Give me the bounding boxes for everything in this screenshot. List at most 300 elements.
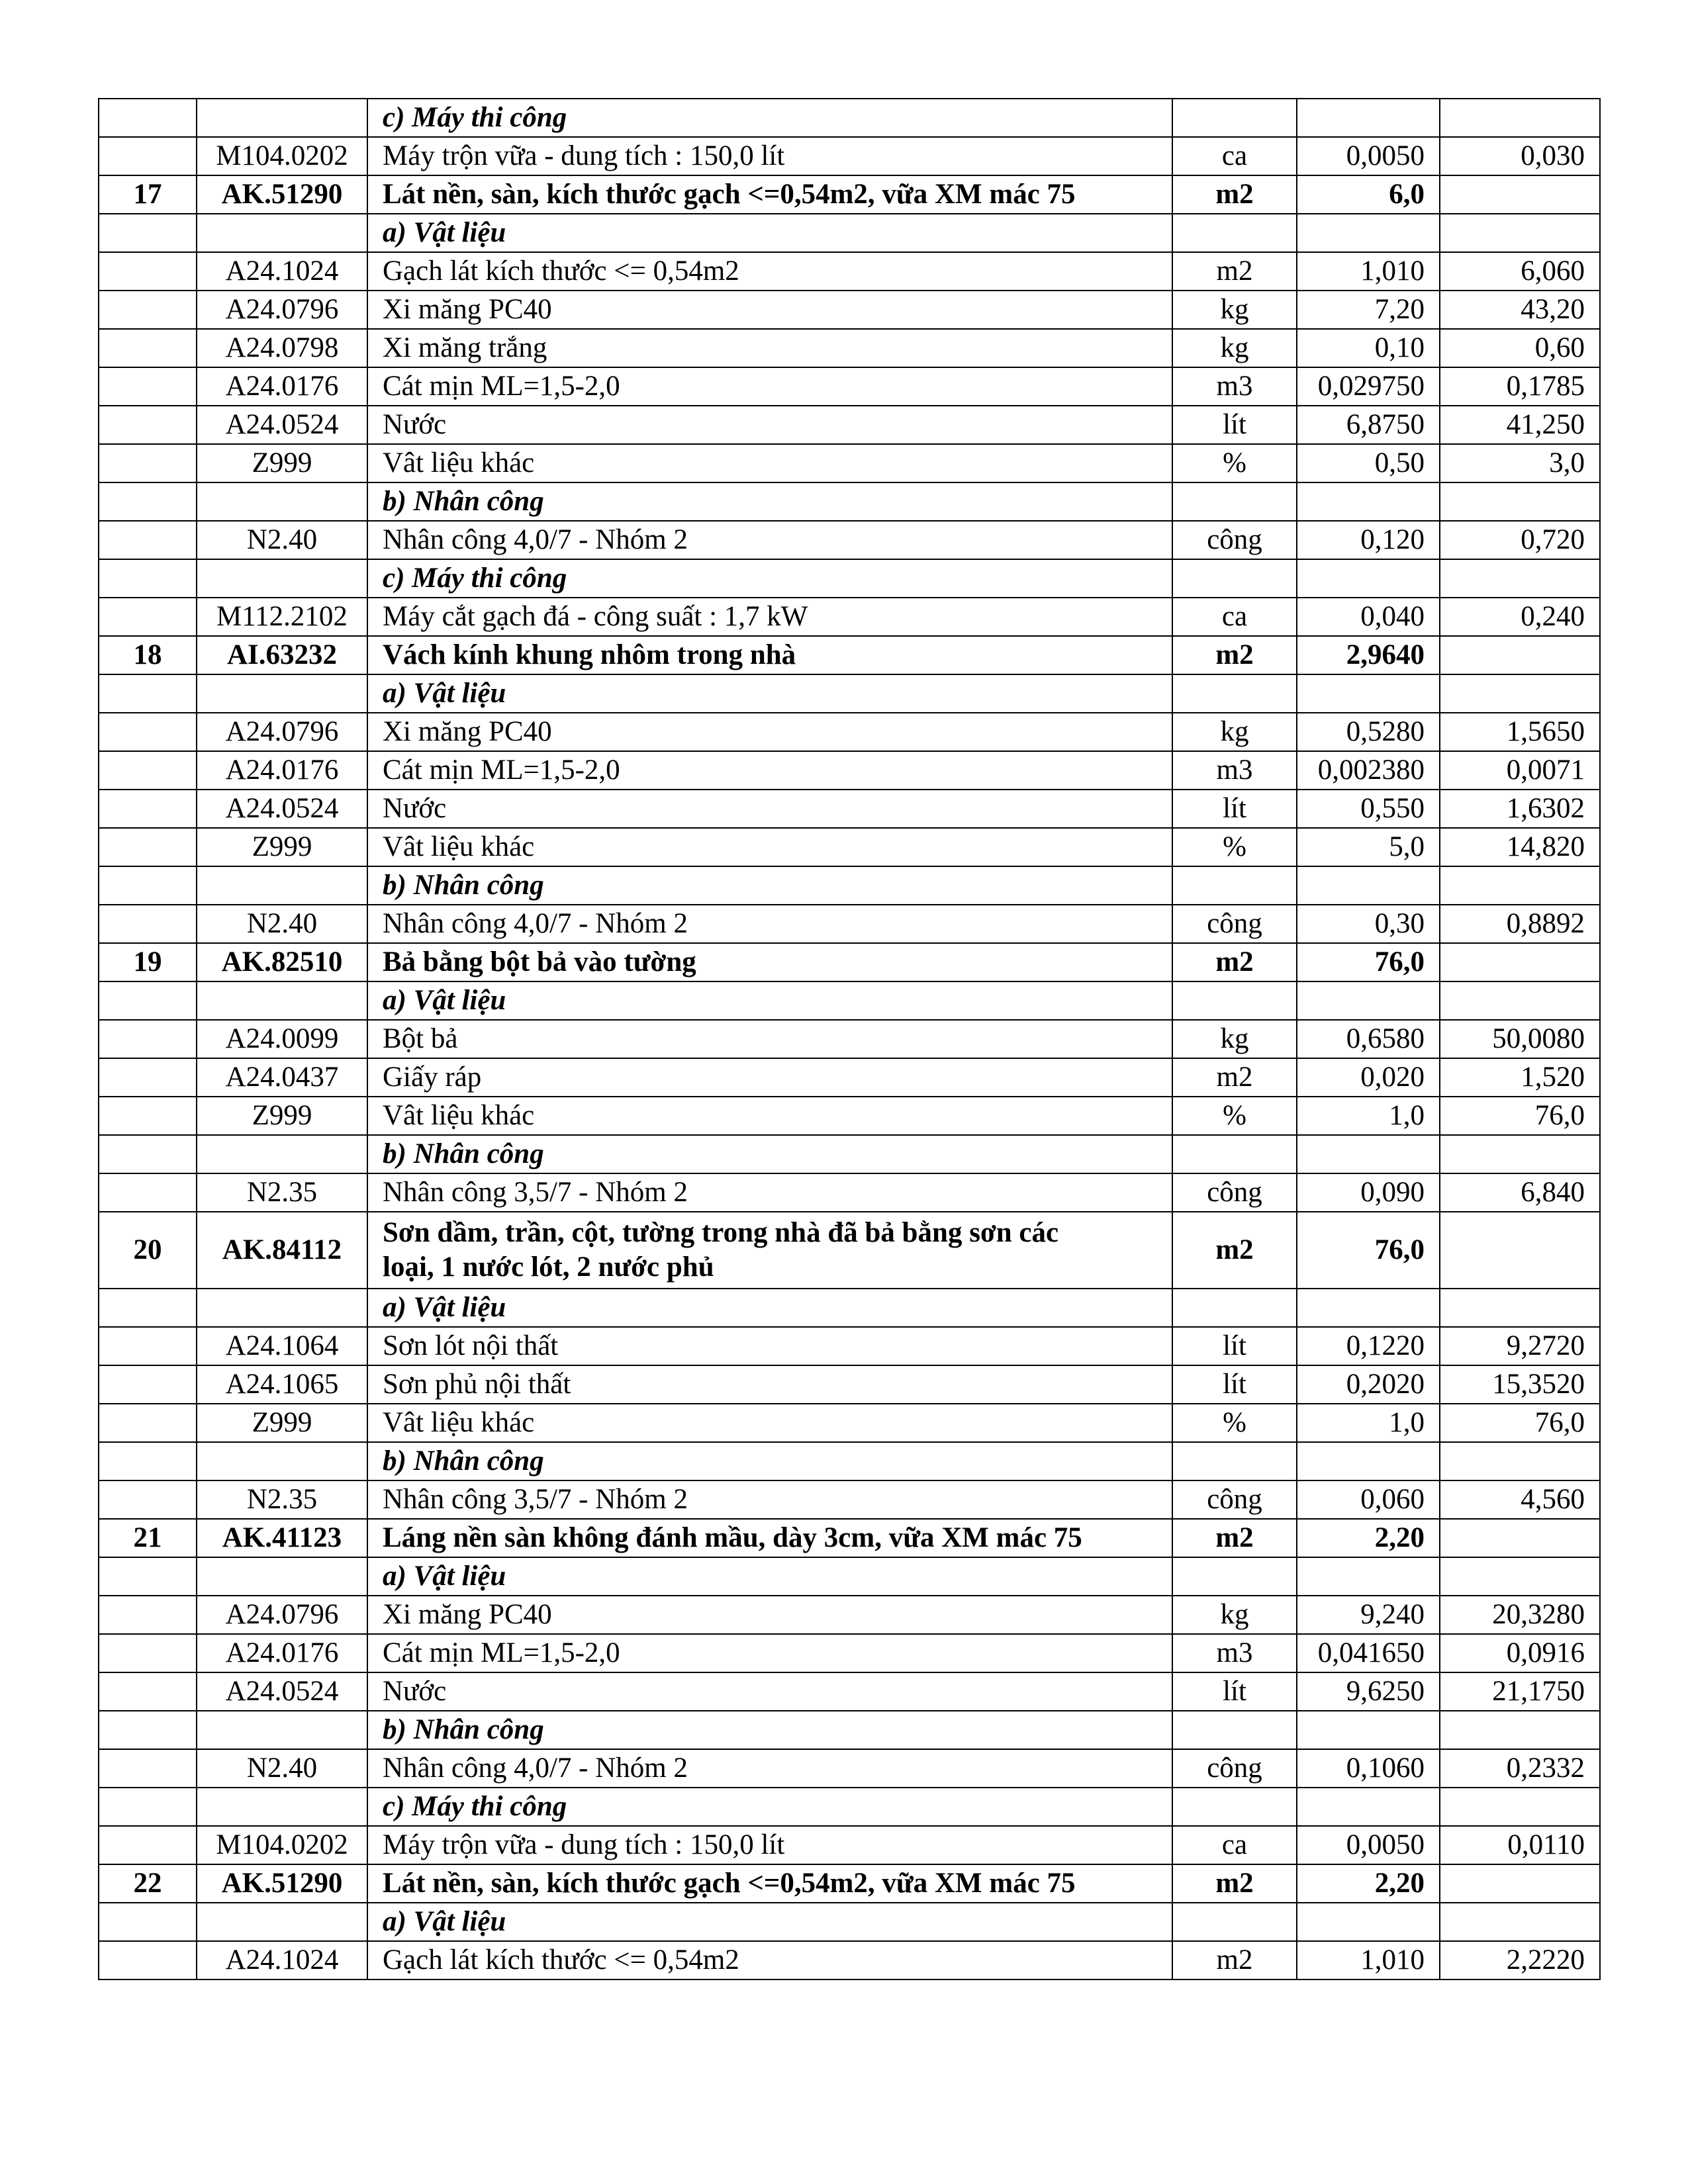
- description-cell: Nhân công 4,0/7 - Nhóm 2: [367, 905, 1172, 943]
- stt-cell: [99, 828, 197, 866]
- description-cell: Xi măng PC40: [367, 1596, 1172, 1634]
- code-cell: A24.0796: [197, 713, 367, 751]
- norm-cell: 0,2020: [1297, 1365, 1440, 1404]
- norm-cell: 9,240: [1297, 1596, 1440, 1634]
- table-row: [99, 521, 1600, 559]
- quantity-cell: [1440, 943, 1600, 981]
- norm-cell: 0,6580: [1297, 1020, 1440, 1058]
- norm-cell: 0,1220: [1297, 1327, 1440, 1365]
- quantity-cell: 2,2220: [1440, 1941, 1600, 1979]
- section-header-row: [99, 1289, 1600, 1327]
- description-cell: a) Vật liệu: [367, 214, 1172, 252]
- code-cell: A24.0099: [197, 1020, 367, 1058]
- description-cell: a) Vật liệu: [367, 674, 1172, 713]
- unit-cell: ca: [1172, 598, 1297, 636]
- norm-cell: 1,0: [1297, 1404, 1440, 1442]
- unit-cell: [1172, 674, 1297, 713]
- estimate-table: [98, 98, 1601, 1980]
- task-row: [99, 943, 1600, 981]
- table-row: [99, 1173, 1600, 1212]
- stt-cell: [99, 674, 197, 713]
- stt-cell: [99, 790, 197, 828]
- stt-cell: [99, 1135, 197, 1173]
- unit-cell: m2: [1172, 175, 1297, 214]
- norm-cell: [1297, 1442, 1440, 1480]
- description-cell: Xi măng PC40: [367, 291, 1172, 329]
- quantity-cell: 3,0: [1440, 444, 1600, 482]
- code-cell: [197, 981, 367, 1020]
- description-cell: Nhân công 4,0/7 - Nhóm 2: [367, 521, 1172, 559]
- norm-cell: 9,6250: [1297, 1672, 1440, 1711]
- quantity-cell: 0,030: [1440, 137, 1600, 175]
- stt-cell: 20: [99, 1212, 197, 1289]
- unit-cell: m2: [1172, 252, 1297, 291]
- table-row: [99, 367, 1600, 406]
- code-cell: N2.35: [197, 1173, 367, 1212]
- quantity-cell: [1440, 1711, 1600, 1749]
- unit-cell: m3: [1172, 751, 1297, 790]
- section-header-row: [99, 559, 1600, 598]
- unit-cell: công: [1172, 1749, 1297, 1788]
- norm-cell: 6,0: [1297, 175, 1440, 214]
- stt-cell: [99, 1289, 197, 1327]
- quantity-cell: 0,2332: [1440, 1749, 1600, 1788]
- unit-cell: [1172, 214, 1297, 252]
- task-row: [99, 636, 1600, 674]
- unit-cell: kg: [1172, 329, 1297, 367]
- code-cell: [197, 1442, 367, 1480]
- section-header-row: [99, 214, 1600, 252]
- description-cell: Xi măng trắng: [367, 329, 1172, 367]
- norm-cell: 0,120: [1297, 521, 1440, 559]
- norm-cell: 0,1060: [1297, 1749, 1440, 1788]
- norm-cell: 0,090: [1297, 1173, 1440, 1212]
- code-cell: N2.35: [197, 1480, 367, 1519]
- table-row: [99, 252, 1600, 291]
- code-cell: [197, 482, 367, 521]
- description-cell: Vât liệu khác: [367, 444, 1172, 482]
- stt-cell: [99, 214, 197, 252]
- norm-cell: [1297, 1711, 1440, 1749]
- description-cell: a) Vật liệu: [367, 1289, 1172, 1327]
- quantity-cell: 0,720: [1440, 521, 1600, 559]
- code-cell: AK.41123: [197, 1519, 367, 1557]
- table-row: [99, 1634, 1600, 1672]
- norm-cell: 0,029750: [1297, 367, 1440, 406]
- table-row: [99, 329, 1600, 367]
- norm-cell: [1297, 981, 1440, 1020]
- code-cell: A24.1024: [197, 1941, 367, 1979]
- code-cell: N2.40: [197, 1749, 367, 1788]
- quantity-cell: 21,1750: [1440, 1672, 1600, 1711]
- code-cell: [197, 99, 367, 137]
- description-cell: Cát mịn ML=1,5-2,0: [367, 367, 1172, 406]
- unit-cell: lít: [1172, 1327, 1297, 1365]
- code-cell: AK.51290: [197, 175, 367, 214]
- description-line: Sơn dầm, trần, cột, tường trong nhà đã bả bằng sơn các: [383, 1217, 1059, 1248]
- table-row: [99, 1749, 1600, 1788]
- table-row: [99, 1826, 1600, 1864]
- stt-cell: [99, 521, 197, 559]
- code-cell: [197, 214, 367, 252]
- stt-cell: [99, 367, 197, 406]
- unit-cell: %: [1172, 1097, 1297, 1135]
- norm-cell: [1297, 674, 1440, 713]
- quantity-cell: 1,5650: [1440, 713, 1600, 751]
- unit-cell: kg: [1172, 713, 1297, 751]
- stt-cell: [99, 1327, 197, 1365]
- norm-cell: [1297, 559, 1440, 598]
- unit-cell: công: [1172, 1173, 1297, 1212]
- description-cell: Máy trộn vữa - dung tích : 150,0 lít: [367, 1826, 1172, 1864]
- unit-cell: công: [1172, 521, 1297, 559]
- unit-cell: [1172, 99, 1297, 137]
- stt-cell: 22: [99, 1864, 197, 1903]
- norm-cell: [1297, 1289, 1440, 1327]
- description-cell: Lát nền, sàn, kích thước gạch <=0,54m2, vữa XM mác 75: [367, 1864, 1172, 1903]
- code-cell: N2.40: [197, 521, 367, 559]
- table-row: [99, 1097, 1600, 1135]
- description-line: loại, 1 nước lót, 2 nước phủ: [383, 1251, 714, 1283]
- quantity-cell: 20,3280: [1440, 1596, 1600, 1634]
- unit-cell: [1172, 1135, 1297, 1173]
- description-cell: c) Máy thi công: [367, 99, 1172, 137]
- quantity-cell: [1440, 99, 1600, 137]
- unit-cell: m2: [1172, 1519, 1297, 1557]
- norm-cell: [1297, 1788, 1440, 1826]
- code-cell: [197, 1135, 367, 1173]
- section-header-row: [99, 482, 1600, 521]
- norm-cell: 0,50: [1297, 444, 1440, 482]
- table-row: [99, 1672, 1600, 1711]
- stt-cell: [99, 713, 197, 751]
- unit-cell: %: [1172, 1404, 1297, 1442]
- description-cell: Nhân công 4,0/7 - Nhóm 2: [367, 1749, 1172, 1788]
- quantity-cell: [1440, 1519, 1600, 1557]
- quantity-cell: 50,0080: [1440, 1020, 1600, 1058]
- stt-cell: [99, 1404, 197, 1442]
- quantity-cell: [1440, 636, 1600, 674]
- task-row: [99, 1519, 1600, 1557]
- quantity-cell: [1440, 1788, 1600, 1826]
- code-cell: A24.0176: [197, 1634, 367, 1672]
- stt-cell: [99, 1020, 197, 1058]
- description-cell: Sơn lót nội thất: [367, 1327, 1172, 1365]
- stt-cell: [99, 329, 197, 367]
- unit-cell: %: [1172, 444, 1297, 482]
- quantity-cell: [1440, 482, 1600, 521]
- unit-cell: [1172, 559, 1297, 598]
- quantity-cell: 76,0: [1440, 1404, 1600, 1442]
- stt-cell: [99, 252, 197, 291]
- description-cell: Sơn phủ nội thất: [367, 1365, 1172, 1404]
- description-cell: b) Nhân công: [367, 1442, 1172, 1480]
- code-cell: Z999: [197, 1404, 367, 1442]
- quantity-cell: [1440, 981, 1600, 1020]
- quantity-cell: [1440, 1212, 1600, 1289]
- norm-cell: 2,9640: [1297, 636, 1440, 674]
- description-cell: b) Nhân công: [367, 482, 1172, 521]
- table-row: [99, 905, 1600, 943]
- unit-cell: [1172, 1289, 1297, 1327]
- stt-cell: [99, 866, 197, 905]
- code-cell: [197, 1711, 367, 1749]
- quantity-cell: 1,6302: [1440, 790, 1600, 828]
- quantity-cell: 6,840: [1440, 1173, 1600, 1212]
- code-cell: M112.2102: [197, 598, 367, 636]
- description-cell: Cát mịn ML=1,5-2,0: [367, 751, 1172, 790]
- unit-cell: công: [1172, 905, 1297, 943]
- norm-cell: [1297, 1903, 1440, 1941]
- unit-cell: m2: [1172, 943, 1297, 981]
- norm-cell: 1,010: [1297, 1941, 1440, 1979]
- norm-cell: 0,020: [1297, 1058, 1440, 1097]
- stt-cell: [99, 1365, 197, 1404]
- unit-cell: ca: [1172, 137, 1297, 175]
- code-cell: [197, 559, 367, 598]
- code-cell: AI.63232: [197, 636, 367, 674]
- stt-cell: [99, 1058, 197, 1097]
- norm-cell: 0,5280: [1297, 713, 1440, 751]
- stt-cell: [99, 291, 197, 329]
- section-header-row: [99, 981, 1600, 1020]
- code-cell: [197, 866, 367, 905]
- unit-cell: lít: [1172, 1365, 1297, 1404]
- unit-cell: kg: [1172, 1596, 1297, 1634]
- quantity-cell: [1440, 1135, 1600, 1173]
- section-header-row: [99, 1711, 1600, 1749]
- norm-cell: 0,060: [1297, 1480, 1440, 1519]
- stt-cell: [99, 99, 197, 137]
- unit-cell: [1172, 866, 1297, 905]
- code-cell: Z999: [197, 444, 367, 482]
- code-cell: [197, 1289, 367, 1327]
- quantity-cell: 14,820: [1440, 828, 1600, 866]
- norm-cell: 0,550: [1297, 790, 1440, 828]
- quantity-cell: 76,0: [1440, 1097, 1600, 1135]
- unit-cell: lít: [1172, 790, 1297, 828]
- table-row: [99, 1596, 1600, 1634]
- quantity-cell: 0,1785: [1440, 367, 1600, 406]
- unit-cell: [1172, 1711, 1297, 1749]
- norm-cell: 7,20: [1297, 291, 1440, 329]
- code-cell: A24.1024: [197, 252, 367, 291]
- unit-cell: m2: [1172, 1864, 1297, 1903]
- stt-cell: [99, 1442, 197, 1480]
- stt-cell: [99, 1941, 197, 1979]
- code-cell: AK.84112: [197, 1212, 367, 1289]
- table-row: [99, 1404, 1600, 1442]
- quantity-cell: 0,0916: [1440, 1634, 1600, 1672]
- quantity-cell: [1440, 674, 1600, 713]
- description-cell: Vách kính khung nhôm trong nhà: [367, 636, 1172, 674]
- task-row: [99, 1864, 1600, 1903]
- description-cell: Gạch lát kích thước <= 0,54m2: [367, 1941, 1172, 1979]
- description-cell: a) Vật liệu: [367, 1903, 1172, 1941]
- norm-cell: 76,0: [1297, 943, 1440, 981]
- code-cell: A24.0437: [197, 1058, 367, 1097]
- description-cell: Nhân công 3,5/7 - Nhóm 2: [367, 1480, 1172, 1519]
- code-cell: A24.0798: [197, 329, 367, 367]
- quantity-cell: 1,520: [1440, 1058, 1600, 1097]
- stt-cell: [99, 1557, 197, 1596]
- description-cell: Nước: [367, 1672, 1172, 1711]
- quantity-cell: [1440, 1442, 1600, 1480]
- code-cell: Z999: [197, 828, 367, 866]
- section-header-row: [99, 1903, 1600, 1941]
- stt-cell: [99, 1480, 197, 1519]
- norm-cell: 0,002380: [1297, 751, 1440, 790]
- section-header-row: [99, 1135, 1600, 1173]
- description-cell: Láng nền sàn không đánh mầu, dày 3cm, vữa XM mác 75: [367, 1519, 1172, 1557]
- stt-cell: [99, 1097, 197, 1135]
- unit-cell: lít: [1172, 1672, 1297, 1711]
- norm-cell: [1297, 1557, 1440, 1596]
- unit-cell: [1172, 981, 1297, 1020]
- quantity-cell: 6,060: [1440, 252, 1600, 291]
- table-row: [99, 828, 1600, 866]
- stt-cell: [99, 598, 197, 636]
- table-row: [99, 751, 1600, 790]
- norm-cell: [1297, 482, 1440, 521]
- quantity-cell: [1440, 866, 1600, 905]
- code-cell: M104.0202: [197, 137, 367, 175]
- unit-cell: m2: [1172, 1212, 1297, 1289]
- stt-cell: [99, 1596, 197, 1634]
- section-header-row: [99, 866, 1600, 905]
- unit-cell: [1172, 1557, 1297, 1596]
- task-row: [99, 175, 1600, 214]
- description-cell: b) Nhân công: [367, 1135, 1172, 1173]
- norm-cell: 2,20: [1297, 1519, 1440, 1557]
- quantity-cell: [1440, 1557, 1600, 1596]
- code-cell: AK.51290: [197, 1864, 367, 1903]
- description-cell: Nhân công 3,5/7 - Nhóm 2: [367, 1173, 1172, 1212]
- stt-cell: [99, 1173, 197, 1212]
- stt-cell: [99, 406, 197, 444]
- description-cell: Nước: [367, 406, 1172, 444]
- table-row: [99, 406, 1600, 444]
- norm-cell: 0,10: [1297, 329, 1440, 367]
- section-header-row: [99, 1788, 1600, 1826]
- unit-cell: lít: [1172, 406, 1297, 444]
- section-header-row: [99, 1442, 1600, 1480]
- unit-cell: m2: [1172, 636, 1297, 674]
- unit-cell: [1172, 1903, 1297, 1941]
- unit-cell: ca: [1172, 1826, 1297, 1864]
- table-row: [99, 713, 1600, 751]
- unit-cell: [1172, 482, 1297, 521]
- code-cell: M104.0202: [197, 1826, 367, 1864]
- stt-cell: [99, 559, 197, 598]
- stt-cell: [99, 137, 197, 175]
- description-cell: [367, 1212, 1172, 1289]
- code-cell: A24.0524: [197, 790, 367, 828]
- unit-cell: [1172, 1788, 1297, 1826]
- norm-cell: 0,0050: [1297, 137, 1440, 175]
- stt-cell: 19: [99, 943, 197, 981]
- quantity-cell: 15,3520: [1440, 1365, 1600, 1404]
- norm-cell: 0,041650: [1297, 1634, 1440, 1672]
- code-cell: A24.0796: [197, 291, 367, 329]
- norm-cell: [1297, 1135, 1440, 1173]
- table-row: [99, 1365, 1600, 1404]
- unit-cell: m2: [1172, 1941, 1297, 1979]
- stt-cell: 18: [99, 636, 197, 674]
- description-cell: Máy cắt gạch đá - công suất : 1,7 kW: [367, 598, 1172, 636]
- description-cell: b) Nhân công: [367, 866, 1172, 905]
- table-row: [99, 1020, 1600, 1058]
- quantity-cell: 0,0110: [1440, 1826, 1600, 1864]
- quantity-cell: 41,250: [1440, 406, 1600, 444]
- unit-cell: kg: [1172, 291, 1297, 329]
- description-cell: a) Vật liệu: [367, 981, 1172, 1020]
- description-cell: Vât liệu khác: [367, 828, 1172, 866]
- description-cell: Lát nền, sàn, kích thước gạch <=0,54m2, vữa XM mác 75: [367, 175, 1172, 214]
- code-cell: A24.1065: [197, 1365, 367, 1404]
- description-cell: Nước: [367, 790, 1172, 828]
- code-cell: A24.0176: [197, 751, 367, 790]
- unit-cell: m3: [1172, 1634, 1297, 1672]
- norm-cell: 1,010: [1297, 252, 1440, 291]
- quantity-cell: [1440, 175, 1600, 214]
- stt-cell: [99, 1749, 197, 1788]
- code-cell: A24.0524: [197, 406, 367, 444]
- description-cell: Gạch lát kích thước <= 0,54m2: [367, 252, 1172, 291]
- table-row: [99, 1941, 1600, 1979]
- stt-cell: [99, 444, 197, 482]
- table-row: [99, 137, 1600, 175]
- stt-cell: [99, 1826, 197, 1864]
- quantity-cell: [1440, 1864, 1600, 1903]
- table-body: [99, 99, 1600, 1979]
- norm-cell: 2,20: [1297, 1864, 1440, 1903]
- quantity-cell: [1440, 1289, 1600, 1327]
- description-cell: c) Máy thi công: [367, 1788, 1172, 1826]
- quantity-cell: 0,0071: [1440, 751, 1600, 790]
- quantity-cell: [1440, 559, 1600, 598]
- table-row: [99, 1058, 1600, 1097]
- description-cell: Xi măng PC40: [367, 713, 1172, 751]
- table-row: [99, 291, 1600, 329]
- code-cell: AK.82510: [197, 943, 367, 981]
- quantity-cell: 0,8892: [1440, 905, 1600, 943]
- quantity-cell: 43,20: [1440, 291, 1600, 329]
- table-row: [99, 790, 1600, 828]
- quantity-cell: 0,240: [1440, 598, 1600, 636]
- norm-cell: 5,0: [1297, 828, 1440, 866]
- description-cell: Bả bằng bột bả vào tường: [367, 943, 1172, 981]
- norm-cell: 76,0: [1297, 1212, 1440, 1289]
- unit-cell: %: [1172, 828, 1297, 866]
- stt-cell: [99, 1788, 197, 1826]
- description-cell: a) Vật liệu: [367, 1557, 1172, 1596]
- table-row: [99, 444, 1600, 482]
- table-row: [99, 1480, 1600, 1519]
- code-cell: N2.40: [197, 905, 367, 943]
- table-row: [99, 1327, 1600, 1365]
- unit-cell: kg: [1172, 1020, 1297, 1058]
- stt-cell: 17: [99, 175, 197, 214]
- section-header-row: [99, 674, 1600, 713]
- norm-cell: 0,040: [1297, 598, 1440, 636]
- task-row: [99, 1212, 1600, 1289]
- code-cell: A24.0176: [197, 367, 367, 406]
- section-header-row: [99, 1557, 1600, 1596]
- description-cell: Máy trộn vữa - dung tích : 150,0 lít: [367, 137, 1172, 175]
- code-cell: Z999: [197, 1097, 367, 1135]
- description-cell: c) Máy thi công: [367, 559, 1172, 598]
